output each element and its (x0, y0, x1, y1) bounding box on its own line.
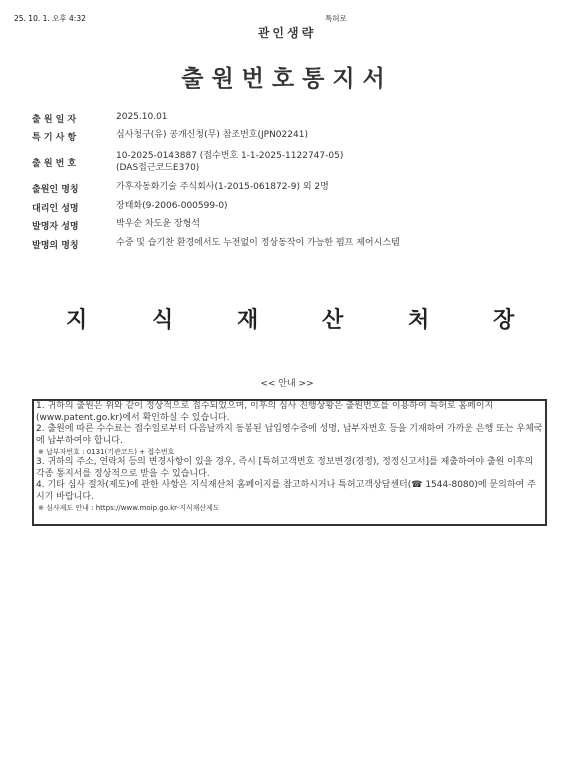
authority-char: 처 (408, 308, 430, 333)
field-label: 출 원 번 호 (32, 159, 77, 169)
field-value: 10-2025-0143887 (접수번호 1-1-2025-1122747-05) (116, 151, 344, 161)
field-label: 출원인 명칭 (32, 185, 79, 195)
authority-char: 재 (237, 308, 259, 333)
field-value: 가후자동화기술 주식회사(1-2015-061872-9) 외 2명 (116, 182, 329, 192)
field-label: 출 원 일 자 (32, 115, 77, 125)
notice-item-2: 2. 출원에 따른 수수료는 접수일로부터 다음날까지 동봉된 납입영수증에 성명, 납부자번호 등을 기재하여 가까운 은행 또는 우체국에 납부하여야 합니다. (36, 424, 543, 446)
field-value: 박우순 차도윤 장형석 (116, 219, 200, 229)
notice-item-4-note: ※ 심사제도 안내 : https://www.moip.go.kr-지식재산제도 (38, 504, 220, 512)
field-label: 발명자 성명 (32, 222, 79, 232)
field-label: 대리인 성명 (32, 204, 79, 214)
authority-char: 식 (152, 308, 174, 333)
field-value: 장태화(9-2006-000599-0) (116, 201, 228, 211)
field-value: 2025.10.01 (116, 112, 168, 122)
notice-item-4: 4. 기타 심사 절차(제도)에 관한 사항은 지식재산처 홈페이지를 참고하시거나 특허고객상담센터(☎ 1544-8080)에 문의하여 주시기 바랍니다. (36, 480, 536, 502)
authority-char: 장 (493, 308, 515, 333)
notice-item-2-note: ※ 납부자번호 : 0131(기관코드) + 접수번호 (38, 448, 175, 456)
notice-item-3: 3. 귀하의 주소, 연락처 등의 변경사항이 있을 경우, 즉시 [특허고객번호 정보변경(경정), 정정신고서]를 제출하여야 출원 이후의 각종 통지서를 정상적으로 받을 수 있습니다. (36, 457, 534, 479)
field-label: 특 기 사 항 (32, 133, 77, 143)
notice-box (32, 399, 547, 526)
field-value: 심사청구(유) 공개신청(무) 참조번호(JPN02241) (116, 130, 308, 140)
field-value: 수중 및 습기찬 환경에서도 누전없이 정상동작이 가능한 펌프 제어시스템 (116, 238, 400, 248)
site-name: 특허로 (325, 14, 347, 23)
notice-item-1: 1. 귀하의 출원은 위와 같이 정상적으로 접수되었으며, 이후의 심사 진행상황은 출원번호를 이용하여 특허로 홈페이지(www.patent.go.kr)에서 확인하실 수 있습니다. (36, 401, 494, 423)
notice-heading: << 안내 >> (260, 379, 314, 389)
document-title: 출원번호통지서 (181, 66, 393, 92)
seal-omitted-text: 관인생략 (257, 26, 317, 40)
authority-char: 산 (322, 308, 344, 333)
print-timestamp: 25. 10. 1. 오후 4:32 (14, 14, 86, 23)
field-value-continued: (DAS접근코드E370) (116, 163, 200, 173)
field-label: 발명의 명칭 (32, 241, 79, 251)
authority-char: 지 (66, 308, 88, 333)
